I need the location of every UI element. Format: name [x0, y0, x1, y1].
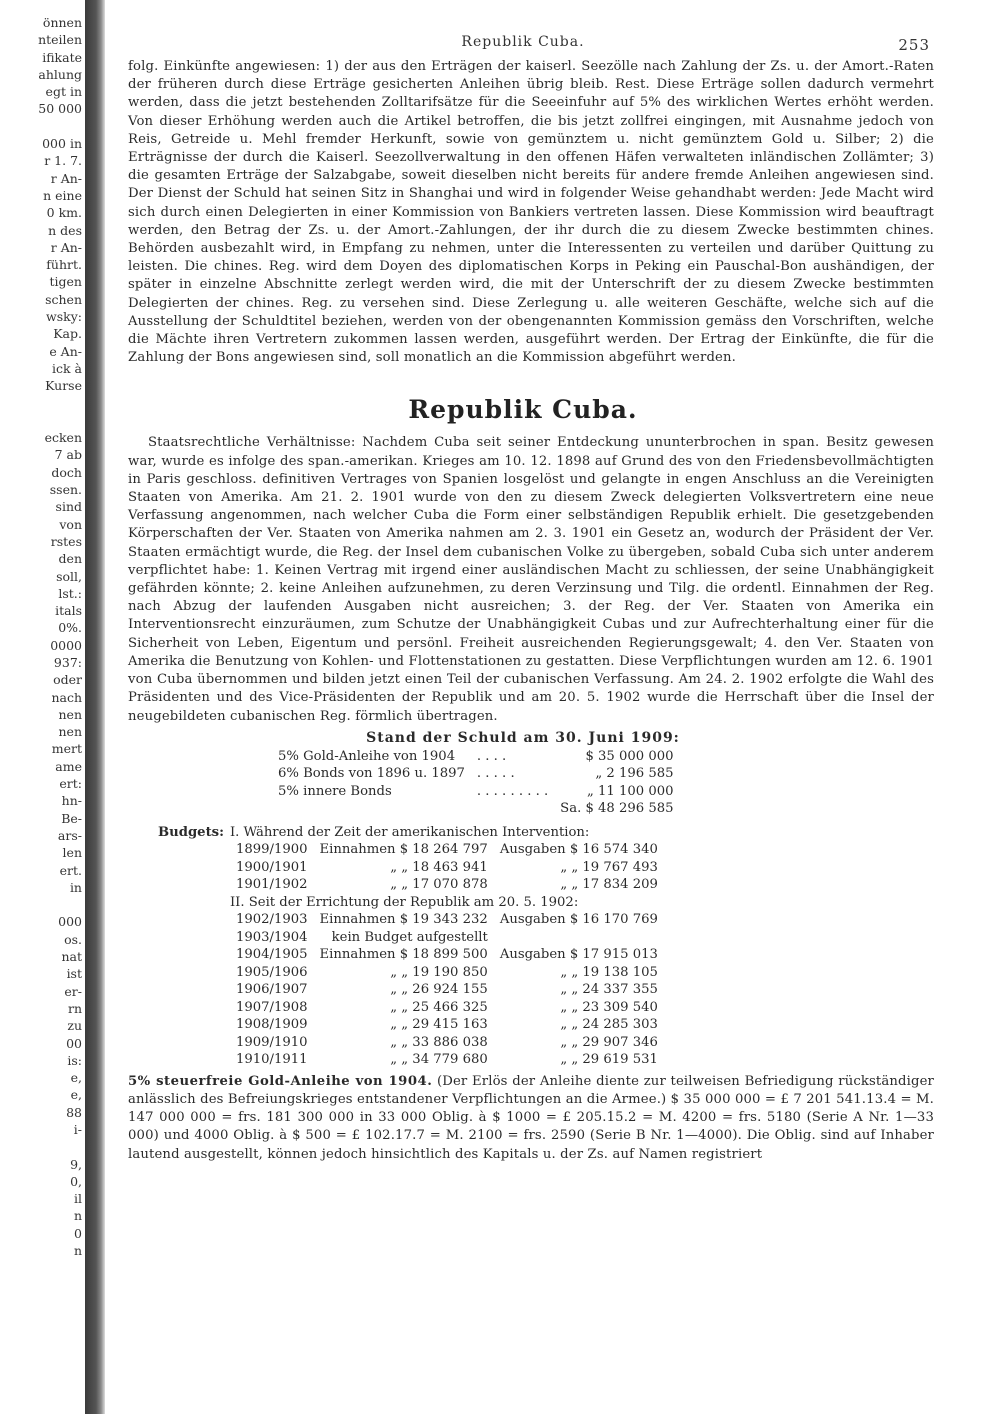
- fragment-line: ecken: [44, 430, 82, 446]
- debt-label: 5% Gold-Anleihe von 1904: [278, 748, 456, 764]
- budget-row: [152, 1016, 664, 1034]
- fragment-line: ert:: [59, 776, 82, 792]
- fragment-line: ifikate: [42, 49, 82, 65]
- fragment-line: tigen: [49, 274, 82, 290]
- header-title: Republik Cuba.: [461, 34, 585, 50]
- budget-period-2-heading: [152, 894, 664, 912]
- fragment-line: ick à: [52, 360, 82, 376]
- fragment-line: n: [73, 1208, 82, 1224]
- anleihe-paragraph: [128, 1073, 934, 1164]
- fragment-line: ame: [55, 758, 82, 774]
- budget-einn: kein Budget aufgestellt: [331, 929, 488, 945]
- anleihe-text: (Der Erlös der Anleihe diente zur teilweisen Befriedigung rückständiger anlässlich des Befreiungskrieges entstandener Verpflichtungen an die Armee.) $ 35 000 000 = £ 7 201 541.13.4 = M. 147 000 000 = frs. 181 300 000 in 33 000 Oblig. à $ 1000 = £ 205.15.2 = M. 4200 = frs. 5180 (Serie A Nr. 1—33 000) und 4000 Oblig. à $ 500 = £ 102.17.7 = M. 2100 = frs. 2590 (Serie B Nr. 1—4000). Die Oblig. sind auf Inhaber lautend ausgestellt, können jedoch hinsichtlich des Kapitals u. der Zs. auf Namen registriert: [128, 1073, 934, 1162]
- budget-row: [152, 1034, 664, 1052]
- budget-year: 1906/1907: [235, 982, 308, 998]
- section-title: Republik Cuba.: [408, 395, 638, 425]
- fragment-line: 0000: [50, 637, 82, 653]
- fragment-line: [0, 412, 82, 429]
- fragment-line: 937:: [53, 654, 82, 670]
- fragment-line: r 1. 7.: [44, 153, 82, 169]
- budgets-block: [152, 824, 934, 1069]
- fragment-line: i-: [73, 1122, 82, 1137]
- fragment-line: [0, 395, 82, 412]
- debt-amount: $ 35 000 000: [585, 748, 674, 764]
- budget-einn: Einnahmen $ 19 343 232: [319, 912, 488, 928]
- fragment-line: rn: [67, 1000, 82, 1016]
- fragment-line: 88: [66, 1104, 82, 1120]
- fragment-line: ist: [66, 966, 82, 982]
- fragment-line: ars-: [57, 827, 82, 843]
- fragment-line: [0, 1138, 82, 1155]
- fragment-line: schen: [45, 291, 82, 307]
- budgets-label: Budgets:: [158, 824, 224, 840]
- budget-row: [152, 946, 664, 964]
- debt-total-row: [272, 800, 680, 818]
- fragment-line: n: [73, 1243, 82, 1259]
- intro-paragraph: folg. Einkünfte angewiesen: 1) der aus den Erträgen der kaiserl. Seezölle nach Zahlung der Zs. u. der Amort.-Raten der früheren durch diese Erträge gesicherten Anleihen übrig bleib. Rest. Diese Erträge sollen dadurch vermehrt werden, dass die jetzt bestehenden Zolltarifsätze für die Seeeinfuhr auf 5% des wirklichen Wertes erhöht werden. Von dieser Erhöhung werden auch die Artikel betroffen, die bis jetzt zollfrei eingingen, mit Ausnahme jedoch von Reis, Getreide u. Mehl fremder Herkunft, sowie von gemünztem u. nicht gemünztem Gold u. Silber; 2) die Erträgnisse der durch die Kaiserl. Seezollverwaltung in den offenen Häfen verwalteten inländischen Zollämter; 3) die gesamten Erträge der Salzabgabe, soweit dieselben nicht bereits für andere fremde Anleihen angewiesen sind. Der Dienst der Schuld hat seinen Sitz in Shanghai und wird in folgender Weise gehandhabt werden: Jede Macht wird sich durch einen Delegierten in einer Kommission von Bankiers vertreten lassen. Diese Kommission wird beauftragt werden, den Betrag der Zs. u. der Amort.-Zahlungen, der ihr durch die zu diesem Zwecke bestimmten chines. Behörden ausbezahlt wird, in Empfang zu nehmen, unter die Interessenten zu verteilen und darüber Quittung zu leisten. Die chines. Reg. wird dem Doyen des diplomatischen Korps in Peking ein Pauschal-Bon aushändigen, der später in einzelne Abschnitte zerlegt werden wird, die mit der Unterschrift der zu diesem Zwecke bestimmten Delegierten der chines. Reg. zu versehen sind. Diese Zerlegung u. alle weiteren Geschäfte, welche sich auf die Ausstellung der Schuldtitel beziehen, werden von der obengenannten Kommission gemäss den Vorschriften, welche die Mächte ihren Vertretern zukommen lassen werden, ausgeführt werden. Der Ertrag der Einkünfte, die für die Zahlung der Bons angewiesen sind, soll monatlich an die Kommission abgeführt werden.: [128, 59, 934, 366]
- budget-einn: „ „ 19 190 850: [390, 964, 488, 980]
- fragment-line: doch: [51, 464, 82, 480]
- budget-year: 1901/1902: [235, 877, 308, 893]
- budget-ausg: „ „ 29 619 531: [560, 1052, 658, 1068]
- budget-ausg: „ „ 24 337 355: [560, 982, 658, 998]
- fragment-line: nat: [61, 949, 82, 965]
- fragment-line: zu: [67, 1018, 82, 1034]
- budget-ausg: Ausgaben $ 17 915 013: [499, 947, 658, 963]
- fragment-line: il: [74, 1191, 82, 1207]
- fragment-line: 0,: [70, 1173, 82, 1189]
- running-header: [112, 30, 934, 58]
- budget-row: [152, 1051, 664, 1069]
- period-1-title: I. Während der Zeit der amerikanischen Intervention:: [229, 824, 590, 840]
- budget-ausg: „ „ 17 834 209: [560, 877, 658, 893]
- fragment-line: 0: [74, 1225, 82, 1241]
- fragment-line: len: [62, 845, 82, 861]
- fragment-line: in: [69, 879, 82, 895]
- fragment-line: n eine: [43, 187, 82, 203]
- fragment-line: rstes: [50, 533, 82, 549]
- budget-year: 1902/1903: [235, 912, 308, 928]
- debt-dots: . . . . . . . . .: [476, 783, 549, 799]
- page-number: 253: [898, 36, 930, 54]
- fragment-line: 00: [66, 1035, 82, 1051]
- debt-label: 5% innere Bonds: [278, 783, 392, 799]
- budget-year: 1899/1900: [235, 842, 308, 858]
- fragment-line: 000: [58, 914, 82, 930]
- debt-label: 6% Bonds von 1896 u. 1897: [278, 766, 465, 782]
- debt-amount: „ 11 100 000: [587, 783, 674, 799]
- budget-row: [152, 859, 664, 877]
- debt-total: Sa. $ 48 296 585: [560, 801, 674, 817]
- budget-year: 1903/1904: [235, 929, 308, 945]
- fragment-line: mert: [51, 741, 82, 757]
- budget-einn: „ „ 34 779 680: [390, 1052, 488, 1068]
- fragment-line: 9,: [70, 1156, 82, 1172]
- budget-year: 1904/1905: [235, 947, 308, 963]
- budget-ausg: „ „ 19 138 105: [560, 964, 658, 980]
- fragment-line: führt.: [46, 257, 82, 273]
- budget-year: 1909/1910: [235, 1034, 308, 1050]
- debt-amount: „ 2 196 585: [595, 766, 674, 782]
- debt-table: [272, 748, 680, 818]
- debt-row: [272, 748, 680, 766]
- budget-row: [152, 929, 664, 947]
- budget-ausg: [494, 929, 664, 947]
- fragment-line: Be-: [61, 810, 82, 826]
- fragment-line: is:: [67, 1052, 82, 1068]
- fragment-line: hn-: [61, 793, 82, 809]
- fragment-line: r An-: [50, 170, 82, 186]
- document-page: [112, 30, 934, 1400]
- fragment-line: oder: [53, 672, 82, 688]
- budget-row: [152, 876, 664, 894]
- fragment-line: ahlung: [38, 66, 82, 82]
- budget-einn: Einnahmen $ 18 264 797: [319, 842, 488, 858]
- fragment-line: nteilen: [38, 32, 82, 48]
- fragment-line: nen: [58, 706, 82, 722]
- fragment-line: n des: [48, 222, 82, 238]
- debt-dots: . . . .: [476, 748, 507, 764]
- budget-einn: „ „ 25 466 325: [390, 999, 488, 1015]
- budget-row: [152, 981, 664, 999]
- fragment-line: nen: [58, 724, 82, 740]
- fragment-line: soll,: [56, 568, 82, 584]
- fragment-line: r An-: [50, 239, 82, 255]
- budget-einn: „ „ 33 886 038: [390, 1034, 488, 1050]
- budget-table: [152, 824, 664, 1069]
- fragment-line: 50 000: [38, 101, 82, 117]
- budget-year: 1900/1901: [235, 859, 308, 875]
- fragment-line: itals: [55, 603, 82, 619]
- period-2-title: II. Seit der Errichtung der Republik am 20. 5. 1902:: [229, 894, 579, 910]
- fragment-line: egt in: [45, 84, 82, 100]
- fragment-line: 0%.: [58, 620, 82, 636]
- fragment-line: von: [59, 516, 82, 532]
- fragment-line: os.: [64, 931, 82, 947]
- fragment-line: 000 in: [42, 136, 82, 152]
- debt-dots: . . . . .: [476, 766, 515, 782]
- budget-ausg: Ausgaben $ 16 170 769: [499, 912, 658, 928]
- budget-ausg: „ „ 29 907 346: [560, 1034, 658, 1050]
- debt-row: [272, 783, 680, 801]
- budget-ausg: „ „ 24 285 303: [560, 1017, 658, 1033]
- fragment-line: ssen.: [49, 482, 82, 498]
- fragment-line: e An-: [49, 343, 82, 359]
- budget-row: [152, 911, 664, 929]
- budget-year: 1907/1908: [235, 999, 308, 1015]
- budget-ausg: Ausgaben $ 16 574 340: [499, 842, 658, 858]
- fragment-line: 0 km.: [46, 205, 82, 221]
- budget-row: [152, 841, 664, 859]
- fragment-line: ert.: [59, 862, 82, 878]
- budget-einn: „ „ 26 924 155: [390, 982, 488, 998]
- fragment-line: er-: [64, 983, 82, 999]
- debt-title: Stand der Schuld am 30. Juni 1909:: [366, 729, 680, 746]
- budget-year: 1905/1906: [235, 964, 308, 980]
- budget-year: 1910/1911: [235, 1052, 308, 1068]
- fragment-line: sind: [55, 499, 82, 515]
- budget-einn: „ „ 17 070 878: [390, 877, 488, 893]
- fragment-line: wsky:: [46, 309, 82, 325]
- fragment-line: e,: [70, 1087, 82, 1103]
- fragment-line: nach: [51, 689, 82, 705]
- budget-einn: „ „ 18 463 941: [390, 859, 488, 875]
- fragment-line: [0, 896, 82, 913]
- staats-paragraph: Staatsrechtliche Verhältnisse: Nachdem Cuba seit seiner Entdeckung ununterbrochen in span. Besitz gewesen war, wurde es infolge des span.-amerikan. Krieges am 10. 12. 1898 auf Grund des von den Friedensbevollmächtigten in Paris geschloss. definitiven Vertrages von Spanien losgelöst und gelangte in engen Anschluss an die Vereinigten Staaten von Amerika. Am 21. 2. 1901 wurde von den zu diesem Zweck delegierten Volksvertretern eine neue Verfassung angenommen, nach welcher Cuba die Form einer selbständigen Republik erhielt. Die gesetzgebenden Körperschaften der Ver. Staaten von Amerika nahmen am 2. 3. 1901 ein Gesetz an, wodurch der Präsident der Ver. Staaten ermächtigt wurde, die Reg. der Insel dem cubanischen Volke zu übergeben, sobald Cuba sich unter anderem verpflichtet habe: 1. Keinen Vertrag mit irgend einer ausländischen Macht zu schliessen, der seine Unabhängigkeit gefährden könnte; 2. keine Anleihen aufzunehmen, zu deren Verzinsung und Tilg. die ordentl. Einnahmen der Reg. nach Abzug der laufenden Ausgaben nicht ausreichen; 3. der Reg. der Ver. Staaten von Amerika ein Interventionsrecht einzuräumen, zum Schutze der Unabhängigkeit Cubas und zur Aufrechterhaltung einer für die Sicherheit von Leben, Eigentum und persönl. Freiheit ausreichenden Regierungsgewalt; 4. den Ver. Staaten von Amerika die Benutzung von Kohlen- und Flottenstationen zu gestatten. Diese Verpflichtungen wurden am 12. 6. 1901 von Cuba übernommen und bilden jetzt einen Teil der cubanischen Verfassung. Am 24. 2. 1902 erfolgte die Wahl des Präsidenten und des Vice-Präsidenten der Republik und am 20. 5. 1902 wurde die Herrschaft über die Insel der neugebildeten cubanischen Reg. förmlich übertragen.: [128, 435, 934, 724]
- debt-row: [272, 765, 680, 783]
- budget-ausg: „ „ 19 767 493: [560, 859, 658, 875]
- scan-gutter-shadow: [85, 0, 105, 1414]
- budget-year: 1908/1909: [235, 1017, 308, 1033]
- budget-ausg: „ „ 23 309 540: [560, 999, 658, 1015]
- budget-period-1-heading: [152, 824, 664, 842]
- fragment-line: [0, 118, 82, 135]
- budget-row: [152, 964, 664, 982]
- fragment-line: lst.:: [58, 585, 82, 601]
- fragment-line: e,: [70, 1070, 82, 1086]
- budget-einn: „ „ 29 415 163: [390, 1017, 488, 1033]
- previous-page-fragments: [0, 14, 82, 1414]
- fragment-line: 7 ab: [54, 447, 82, 463]
- budget-einn: Einnahmen $ 18 899 500: [319, 947, 488, 963]
- anleihe-heading: 5% steuerfreie Gold-Anleihe von 1904.: [128, 1073, 433, 1089]
- fragment-line: Kurse: [45, 378, 82, 394]
- fragment-line: önnen: [42, 15, 82, 30]
- fragment-line: den: [58, 551, 82, 567]
- fragment-line: Kap.: [53, 326, 82, 342]
- budget-row: [152, 999, 664, 1017]
